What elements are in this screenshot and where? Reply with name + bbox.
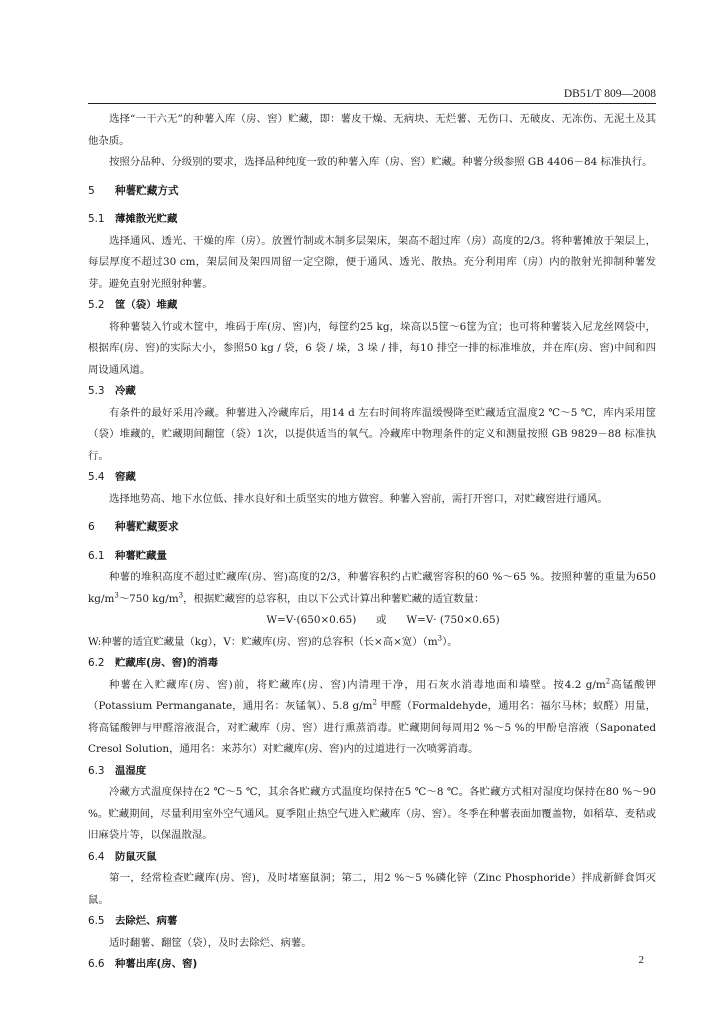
superscript: 2 bbox=[605, 677, 611, 686]
subsection-5-2-heading bbox=[88, 295, 656, 317]
subsection-title: 冷藏 bbox=[115, 385, 136, 397]
subsection-number: 5.2 bbox=[88, 299, 105, 311]
section-6-heading bbox=[88, 517, 656, 539]
subsection-number: 6.5 bbox=[88, 915, 105, 927]
formula-definition bbox=[88, 632, 656, 654]
subsection-6-6-heading bbox=[88, 954, 656, 976]
subsection-number: 6.1 bbox=[88, 549, 105, 562]
subsection-title: 薄摊散光贮藏 bbox=[115, 213, 178, 225]
subsection-6-2-heading bbox=[88, 653, 656, 675]
subsection-title: 种薯贮藏量 bbox=[115, 549, 167, 562]
section-number: 5 bbox=[88, 184, 95, 197]
intro-paragraph-1: 选择“一干六无”的种薯入库（房、窖）贮藏，即：薯皮干燥、无病块、无烂薯、无伤口、无破皮、无冻伤、无泥土及其他杂质。 bbox=[88, 113, 656, 147]
subsection-title: 温湿度 bbox=[115, 764, 147, 777]
subsection-5-2-text: 将种薯装入竹或木筐中，堆码于库(房、窖)内，每筐约25 kg，垛高以5筐～6筐为宜；也可将种薯装入尼龙丝网袋中，根据库(房、窖)的实际大小，参照50 kg / 袋，6 袋 / 垛，3 垛 / 排，每10 排空一排的标准堆放，并在库(房、窖)中间和四周设通风道。 bbox=[88, 320, 656, 376]
text-run: W:种薯的适宜贮藏量（kg），V：贮藏库(房、窖)的总容积（长×高×宽）（m bbox=[88, 635, 438, 648]
subsection-6-5-text: 适时翻薯、翻筐（袋），及时去除烂、病薯。 bbox=[109, 936, 312, 949]
subsection-number: 5.4 bbox=[88, 471, 105, 483]
section-number: 6 bbox=[88, 521, 95, 533]
text-run: ，根据贮藏窖的总容积，由以下公式计算出种薯贮藏的适宜数量： bbox=[183, 592, 485, 605]
subsection-5-1-heading bbox=[88, 209, 656, 231]
subsection-6-4-heading bbox=[88, 847, 656, 869]
superscript: 3 bbox=[178, 591, 184, 600]
page-number: 2 bbox=[638, 954, 644, 966]
subsection-title: 防鼠灭鼠 bbox=[115, 850, 157, 863]
subsection-6-2-text bbox=[88, 675, 656, 761]
subsection-number: 6.3 bbox=[88, 764, 105, 777]
document-body bbox=[88, 109, 656, 976]
subsection-6-4-text: 第一，经常检查贮藏库(房、窖)，及时堵塞鼠洞；第二，用2 %～5 %磷化锌（Zinc Phosphoride）拌成新鲜食饵灭鼠。 bbox=[88, 872, 656, 906]
subsection-5-4-text: 选择地势高、地下水位低、排水良好和土质坚实的地方做窖。种薯入窖前，需打开窖口，对贮藏窖进行通风。 bbox=[109, 492, 608, 505]
subsection-5-3-text: 有条件的最好采用冷藏。种薯进入冷藏库后，用14 d 左右时间将库温缓慢降至贮藏适宜温度2 ℃～5 ℃，库内采用筐（袋）堆藏的，贮藏期间翻筐（袋）1次，以提供适当的氧气。冷藏库中物理条件的定义和测量按照 GB 9829－88 标准执行。 bbox=[88, 406, 656, 462]
subsection-title: 去除烂、病薯 bbox=[115, 915, 178, 927]
formula-or: 或 bbox=[376, 614, 387, 626]
subsection-number: 5.3 bbox=[88, 385, 105, 397]
storage-formula bbox=[88, 610, 656, 632]
subsection-6-3-text: 冷藏方式温度保持在2 ℃～5 ℃，其余各贮藏方式温度均保持在5 ℃～8 ℃。各贮藏方式相对湿度均保持在80 %～90 %。贮藏期间，尽量利用室外空气通风。夏季阻止热空气进入贮藏库（房、窖）。冬季在种薯表面加覆盖物，如稻草、麦秸或旧麻袋片等，以保温散湿。 bbox=[88, 786, 656, 841]
superscript: 3 bbox=[114, 591, 119, 600]
subsection-title: 贮藏库(房、窖)的消毒 bbox=[115, 657, 219, 669]
subsection-6-1-text bbox=[88, 567, 656, 610]
text-run: 种薯在入贮藏库(房、窖)前，将贮藏库(房、窖)内清理干净，用石灰水消毒地面和墙壁。按4.2 g/m bbox=[109, 678, 606, 691]
section-title: 种薯贮藏要求 bbox=[115, 521, 179, 533]
text-run: ～750 kg/m bbox=[118, 592, 179, 605]
formula-left: W=V·(650×0.65) bbox=[266, 614, 357, 626]
section-5-heading bbox=[88, 181, 656, 203]
subsection-title: 筐（袋）堆藏 bbox=[115, 299, 178, 311]
subsection-6-1-heading bbox=[88, 546, 656, 568]
subsection-title: 窖藏 bbox=[115, 471, 136, 483]
subsection-6-5-heading bbox=[88, 911, 656, 933]
subsection-6-3-heading bbox=[88, 761, 656, 783]
subsection-number: 6.4 bbox=[88, 850, 105, 863]
subsection-number: 5.1 bbox=[88, 213, 105, 225]
superscript: 3 bbox=[437, 634, 443, 643]
subsection-number: 6.6 bbox=[88, 958, 105, 970]
subsection-5-1-text: 选择通风、透光、干燥的库（房）。放置竹制或木制多层架床，架高不超过库（房）高度的2/3。将种薯摊放于架层上，每层厚度不超过30 cm，架层间及架四周留一定空隙，便于通风、透光、散热。充分利用库（房）内的散射光抑制种薯发芽。避免直射光照射种薯。 bbox=[88, 234, 656, 290]
formula-right: W=V· (750×0.65) bbox=[406, 614, 500, 626]
text-run: 高锰酸钾（Potassium Permanganate，通用名：灰锰氧）、5.8 g/m bbox=[88, 678, 657, 712]
subsection-title: 种薯出库(房、窖) bbox=[115, 958, 198, 970]
intro-paragraph-2: 按照分品种、分级别的要求，选择品种纯度一致的种薯入库（房、窖）贮藏。种薯分级参照 GB 4406－84 标准执行。 bbox=[109, 156, 653, 168]
text-run: 种薯的堆积高度不超过贮藏库(房、窖)高度的2/3，种薯容积约占贮藏窖容积的60 %～65 %。按照种薯的重量为650 kg/m bbox=[88, 571, 656, 605]
section-title: 种薯贮藏方式 bbox=[115, 184, 179, 197]
header-rule bbox=[88, 103, 656, 104]
standard-code: DB51/T 809—2008 bbox=[563, 88, 656, 100]
subsection-5-4-heading bbox=[88, 467, 656, 489]
subsection-5-3-heading bbox=[88, 381, 656, 403]
superscript: 2 bbox=[372, 698, 377, 707]
subsection-number: 6.2 bbox=[88, 657, 105, 669]
text-run: ）。 bbox=[442, 635, 458, 648]
text-run: 甲醛（Formaldehyde，通用名：福尔马林；蚁醛）用量，将高锰酸钾与甲醛溶液混合，对贮藏库（房、窖）进行熏蒸消毒。贮藏期间每周用2 %～5 %的甲酚皂溶液（Saponated Cresol Solution，通用名：来苏尔）对贮藏库(房、窖)内的过道进行一次喷雾消毒。 bbox=[88, 700, 656, 755]
